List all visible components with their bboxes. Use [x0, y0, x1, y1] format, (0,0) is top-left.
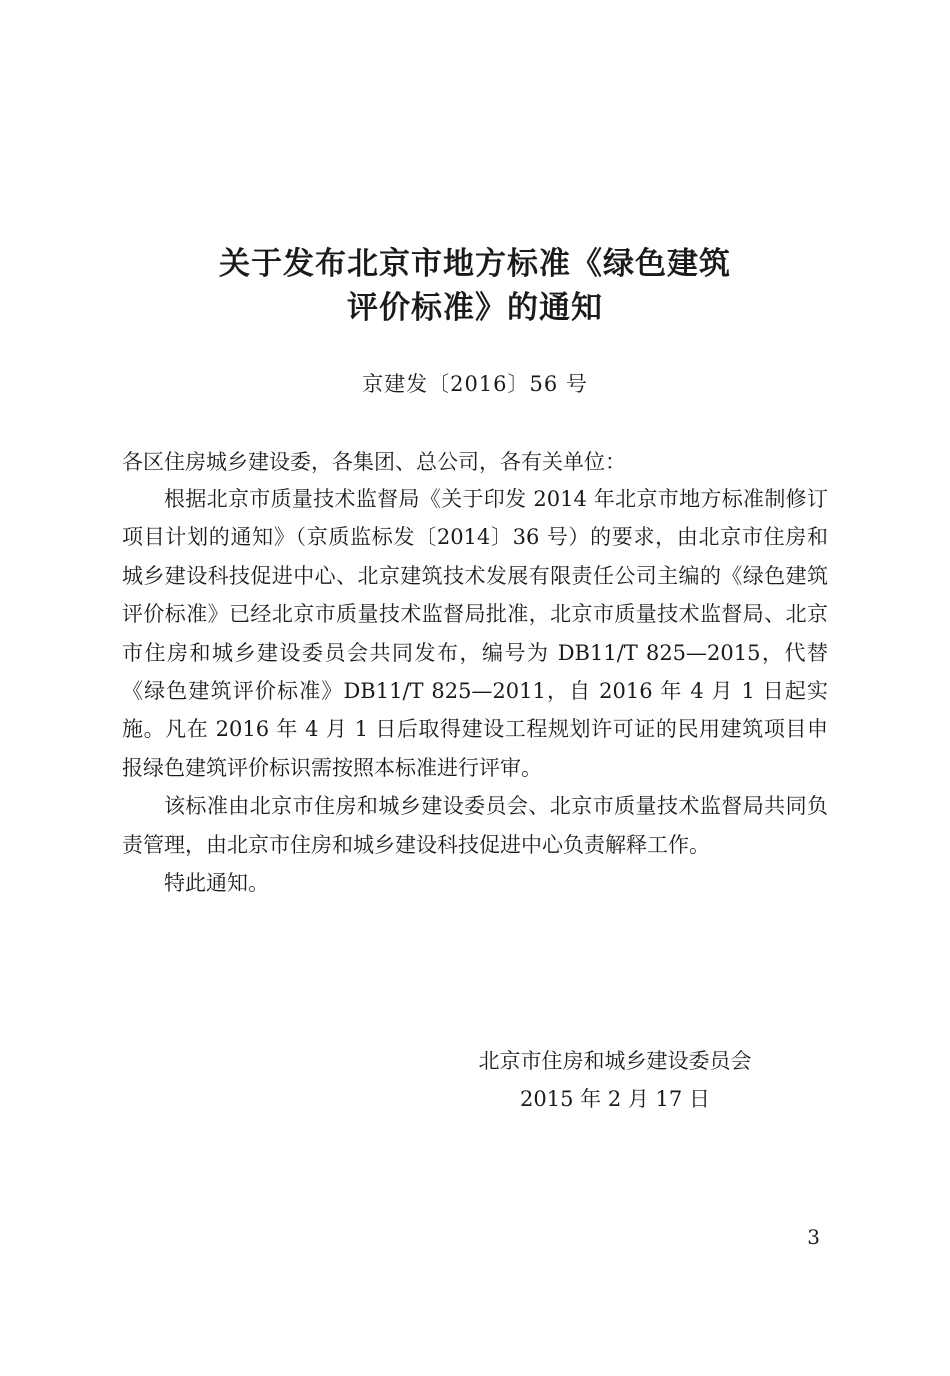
signature-organization: 北京市住房和城乡建设委员会 [478, 1049, 752, 1073]
body-text [122, 480, 828, 902]
document-title-line-2: 评价标准》的通知 [347, 290, 603, 326]
salutation: 各区住房城乡建设委，各集团、总公司，各有关单位： [122, 450, 626, 474]
document-title-line-1: 关于发布北京市地方标准《绿色建筑 [219, 246, 731, 282]
paragraph-management: 该标准由北京市住房和城乡建设委员会、北京市质量技术监督局共同负责管理，由北京市住房和城乡建设科技促进中心负责解释工作。 [122, 794, 828, 857]
page-number: 3 [807, 1225, 820, 1249]
document-number: 京建发〔2016〕56 号 [362, 372, 588, 396]
signature-date: 2015 年 2 月 17 日 [520, 1087, 710, 1111]
paragraph-closing: 特此通知。 [164, 871, 269, 896]
paragraph-main: 根据北京市质量技术监督局《关于印发 2014 年北京市地方标准制修订项目计划的通知》（京质监标发〔2014〕36 号）的要求，由北京市住房和城乡建设科技促进中心、北京建筑技术发展有限责任公司主编的《绿色建筑评价标准》已经北京市质量技术监督局批准，北京市质量技术监督局、北京市住房和城乡建设委员会共同发布，编号为 DB11/T 825—2015，代替《绿色建筑评价标准》DB11/T 825—2011，自 2016 年 4 月 1 日起实施。凡在 2016 年 4 月 1 日后取得建设工程规划许可证的民用建筑项目申报绿色建筑评价标识需按照本标准进行评审。 [122, 487, 828, 780]
